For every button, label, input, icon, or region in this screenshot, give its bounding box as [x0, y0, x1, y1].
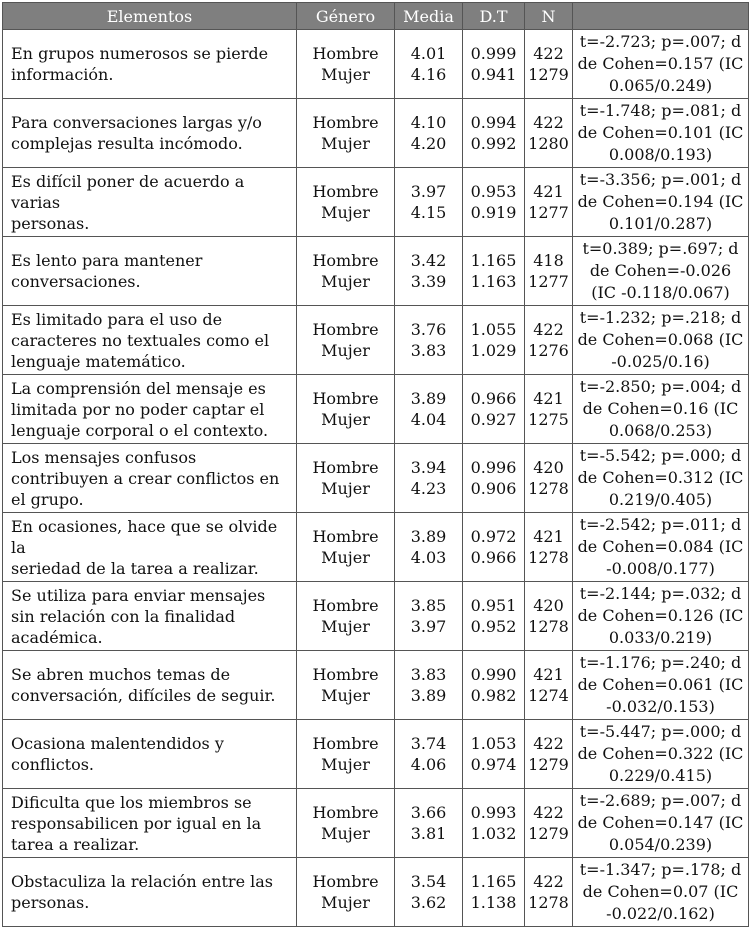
- stat-cell-line: -0.025/0.16): [611, 352, 710, 371]
- stat-cell: [573, 306, 749, 375]
- media-cell: [395, 444, 463, 513]
- item-cell-line: Dificulta que los miembros se: [11, 792, 252, 812]
- media-cell: [395, 30, 463, 99]
- gender-cell-line: Hombre: [312, 251, 379, 270]
- dt-cell-line: 1.165: [470, 872, 517, 891]
- table-row: [3, 513, 749, 582]
- stat-cell-line: t=-5.542; p=.000; d: [579, 446, 742, 465]
- item-cell-line: sin relación con la finalidad: [11, 606, 236, 626]
- stat-cell-line: de Cohen=0.101 (IC: [577, 123, 744, 142]
- header-elementos: Elementos: [3, 3, 297, 30]
- media-cell-line: 3.39: [410, 272, 447, 291]
- gender-cell: [297, 444, 395, 513]
- item-cell-line: Se utiliza para enviar mensajes: [11, 585, 266, 605]
- dt-cell-line: 0.994: [470, 113, 517, 132]
- stat-cell-line: 0.008/0.193): [608, 145, 713, 164]
- n-cell: [525, 444, 573, 513]
- n-cell-line: 1276: [528, 341, 569, 360]
- gender-cell: [297, 720, 395, 789]
- dt-cell-line: 0.941: [470, 65, 517, 84]
- item-cell: [3, 237, 297, 306]
- stat-cell-line: t=-5.447; p=.000; d: [579, 722, 742, 741]
- stat-cell-line: de Cohen=0.322 (IC: [577, 744, 744, 763]
- header-n: N: [525, 3, 573, 30]
- gender-cell-line: Mujer: [321, 548, 370, 567]
- stat-cell: [573, 720, 749, 789]
- media-cell-line: 4.03: [410, 548, 447, 567]
- item-cell: [3, 720, 297, 789]
- n-cell-line: 1278: [528, 479, 569, 498]
- stat-cell-line: de Cohen=0.194 (IC: [577, 192, 744, 211]
- table-row: [3, 168, 749, 237]
- item-cell: [3, 99, 297, 168]
- media-cell-line: 4.15: [410, 203, 447, 222]
- media-cell-line: 4.16: [410, 65, 447, 84]
- n-cell: [525, 168, 573, 237]
- item-cell-line: personas.: [11, 893, 90, 912]
- dt-cell-line: 0.953: [470, 182, 517, 201]
- media-cell-line: 3.81: [410, 824, 447, 843]
- n-cell-line: 1277: [528, 272, 569, 291]
- media-cell-line: 3.89: [410, 686, 447, 705]
- stat-cell-line: t=-2.542; p=.011; d: [579, 515, 742, 534]
- header-media: Media: [395, 3, 463, 30]
- gender-cell: [297, 306, 395, 375]
- stat-cell-line: t=-2.850; p=.004; d: [579, 377, 742, 396]
- media-cell-line: 4.06: [410, 755, 447, 774]
- stat-cell-line: 0.068/0.253): [608, 421, 713, 440]
- stat-cell-line: t=-1.347; p=.178; d: [579, 860, 742, 879]
- item-cell-line: Obstaculiza la relación entre las: [11, 872, 273, 891]
- item-cell-line: Los mensajes confusos: [11, 447, 197, 467]
- stat-cell: [573, 582, 749, 651]
- gender-cell-line: Hombre: [312, 872, 379, 891]
- stat-cell-line: (IC -0.118/0.067): [591, 283, 730, 302]
- media-cell-line: 3.62: [410, 893, 447, 912]
- n-cell-line: 418: [533, 251, 564, 270]
- stat-cell-line: 0.219/0.405): [608, 490, 713, 509]
- item-cell-line: responsabilicen por igual en la: [11, 813, 262, 833]
- item-cell-line: complejas resulta incómodo.: [11, 134, 243, 153]
- gender-cell-line: Mujer: [321, 479, 370, 498]
- gender-cell-line: Mujer: [321, 755, 370, 774]
- dt-cell-line: 1.165: [470, 251, 517, 270]
- stat-cell-line: t=-2.144; p=.032; d: [579, 584, 742, 603]
- gender-cell-line: Hombre: [312, 320, 379, 339]
- item-cell-line: contribuyen a crear conflictos en: [11, 468, 280, 488]
- n-cell-line: 421: [533, 665, 564, 684]
- item-cell-line: conversaciones.: [11, 272, 141, 291]
- gender-cell-line: Hombre: [312, 113, 379, 132]
- gender-cell-line: Hombre: [312, 734, 379, 753]
- n-cell-line: 421: [533, 389, 564, 408]
- stat-cell-line: t=-2.723; p=.007; d: [579, 32, 742, 51]
- gender-cell-line: Hombre: [312, 596, 379, 615]
- gender-cell-line: Mujer: [321, 203, 370, 222]
- n-cell-line: 422: [533, 44, 564, 63]
- stat-cell: [573, 513, 749, 582]
- gender-cell: [297, 651, 395, 720]
- stat-cell-line: 0.065/0.249): [608, 76, 713, 95]
- dt-cell: [463, 582, 525, 651]
- table-row: [3, 444, 749, 513]
- dt-cell-line: 1.163: [470, 272, 517, 291]
- dt-cell-line: 0.966: [470, 548, 517, 567]
- n-cell-line: 420: [533, 458, 564, 477]
- gender-cell: [297, 789, 395, 858]
- media-cell: [395, 513, 463, 582]
- item-cell-line: Se abren muchos temas de: [11, 665, 231, 684]
- dt-cell-line: 0.952: [470, 617, 517, 636]
- item-cell-line: La comprensión del mensaje es: [11, 378, 266, 398]
- gender-cell-line: Hombre: [312, 389, 379, 408]
- media-cell-line: 4.04: [410, 410, 447, 429]
- stat-cell-line: 0.101/0.287): [608, 214, 713, 233]
- item-cell-line: lenguaje matemático.: [11, 351, 186, 371]
- n-cell-line: 1280: [528, 134, 569, 153]
- header-stat: [573, 3, 749, 30]
- n-cell-line: 1279: [528, 65, 569, 84]
- n-cell: [525, 789, 573, 858]
- stat-cell: [573, 30, 749, 99]
- table-row: [3, 789, 749, 858]
- item-cell-line: tarea a realizar.: [11, 834, 140, 854]
- gender-cell: [297, 513, 395, 582]
- dt-cell: [463, 858, 525, 927]
- item-cell-line: personas.: [11, 213, 90, 233]
- media-cell: [395, 720, 463, 789]
- gender-cell: [297, 375, 395, 444]
- item-cell: [3, 513, 297, 582]
- table-row: [3, 375, 749, 444]
- media-cell: [395, 99, 463, 168]
- n-cell: [525, 306, 573, 375]
- media-cell-line: 3.94: [410, 458, 447, 477]
- n-cell-line: 1277: [528, 203, 569, 222]
- dt-cell: [463, 720, 525, 789]
- gender-cell-line: Hombre: [312, 44, 379, 63]
- gender-cell-line: Hombre: [312, 803, 379, 822]
- item-cell: [3, 444, 297, 513]
- item-cell-line: el grupo.: [11, 489, 84, 509]
- table-row: [3, 858, 749, 927]
- gender-cell-line: Mujer: [321, 686, 370, 705]
- item-cell-line: lenguaje corporal o el contexto.: [11, 420, 269, 440]
- stat-cell: [573, 858, 749, 927]
- item-cell-line: información.: [11, 65, 114, 84]
- dt-cell: [463, 444, 525, 513]
- media-cell-line: 3.74: [410, 734, 447, 753]
- dt-cell: [463, 651, 525, 720]
- stat-cell: [573, 375, 749, 444]
- media-cell: [395, 858, 463, 927]
- header-row: [3, 3, 749, 30]
- table-row: [3, 651, 749, 720]
- item-cell-line: Es difícil poner de acuerdo a varias: [11, 171, 245, 212]
- dt-cell-line: 0.927: [470, 410, 517, 429]
- stat-cell: [573, 237, 749, 306]
- media-cell-line: 3.89: [410, 527, 447, 546]
- gender-cell: [297, 858, 395, 927]
- item-cell-line: caracteres no textuales como el: [11, 330, 270, 350]
- stat-cell-line: t=-1.748; p=.081; d: [579, 101, 742, 120]
- item-cell-line: En grupos numerosos se pierde: [11, 44, 269, 63]
- stat-cell-line: t=-2.689; p=.007; d: [579, 791, 742, 810]
- stat-cell-line: de Cohen=0.157 (IC: [577, 54, 744, 73]
- media-cell-line: 4.23: [410, 479, 447, 498]
- dt-cell-line: 1.053: [470, 734, 517, 753]
- gender-cell-line: Hombre: [312, 665, 379, 684]
- stat-cell-line: t=-3.356; p=.001; d: [579, 170, 742, 189]
- stat-cell-line: 0.033/0.219): [608, 628, 713, 647]
- n-cell-line: 1279: [528, 755, 569, 774]
- media-cell-line: 3.42: [410, 251, 447, 270]
- media-cell-line: 3.83: [410, 341, 447, 360]
- dt-cell-line: 0.974: [470, 755, 517, 774]
- item-cell: [3, 582, 297, 651]
- dt-cell: [463, 30, 525, 99]
- item-cell: [3, 858, 297, 927]
- n-cell: [525, 582, 573, 651]
- media-cell: [395, 651, 463, 720]
- media-cell-line: 4.10: [410, 113, 447, 132]
- gender-cell-line: Mujer: [321, 893, 370, 912]
- item-cell: [3, 168, 297, 237]
- stat-cell-line: de Cohen=0.147 (IC: [577, 813, 744, 832]
- stat-cell: [573, 99, 749, 168]
- item-cell-line: Ocasiona malentendidos y: [11, 734, 224, 753]
- table-row: [3, 720, 749, 789]
- table-body: [3, 30, 749, 927]
- media-cell-line: 4.20: [410, 134, 447, 153]
- n-cell: [525, 375, 573, 444]
- dt-cell: [463, 99, 525, 168]
- media-cell-line: 3.89: [410, 389, 447, 408]
- dt-cell-line: 1.055: [470, 320, 517, 339]
- media-cell: [395, 375, 463, 444]
- dt-cell: [463, 237, 525, 306]
- item-cell: [3, 306, 297, 375]
- gender-cell: [297, 582, 395, 651]
- item-cell-line: En ocasiones, hace que se olvide la: [11, 516, 278, 557]
- table-row: [3, 30, 749, 99]
- n-cell-line: 1278: [528, 548, 569, 567]
- stat-cell-line: -0.008/0.177): [606, 559, 715, 578]
- media-cell: [395, 582, 463, 651]
- gender-cell-line: Hombre: [312, 527, 379, 546]
- item-cell-line: conversación, difíciles de seguir.: [11, 686, 276, 705]
- media-cell-line: 3.97: [410, 617, 447, 636]
- stat-cell-line: 0.054/0.239): [608, 835, 713, 854]
- gender-cell-line: Mujer: [321, 617, 370, 636]
- gender-cell-line: Mujer: [321, 272, 370, 291]
- stat-cell-line: de Cohen=0.312 (IC: [577, 468, 744, 487]
- stat-cell-line: t=-1.232; p=.218; d: [579, 308, 742, 327]
- stat-cell-line: t=0.389; p=.697; d: [582, 239, 739, 258]
- table-row: [3, 237, 749, 306]
- n-cell-line: 421: [533, 182, 564, 201]
- table-row: [3, 582, 749, 651]
- n-cell: [525, 237, 573, 306]
- n-cell-line: 422: [533, 320, 564, 339]
- item-cell-line: limitada por no poder captar el: [11, 399, 265, 419]
- n-cell: [525, 513, 573, 582]
- n-cell-line: 422: [533, 872, 564, 891]
- dt-cell-line: 0.919: [470, 203, 517, 222]
- table-row: [3, 306, 749, 375]
- media-cell: [395, 168, 463, 237]
- stat-cell-line: de Cohen=0.061 (IC: [577, 675, 744, 694]
- dt-cell-line: 0.982: [470, 686, 517, 705]
- gender-cell: [297, 237, 395, 306]
- stat-cell: [573, 168, 749, 237]
- item-cell: [3, 789, 297, 858]
- gender-cell: [297, 99, 395, 168]
- media-cell-line: 3.66: [410, 803, 447, 822]
- media-cell: [395, 306, 463, 375]
- dt-cell: [463, 168, 525, 237]
- stat-cell-line: de Cohen=0.068 (IC: [577, 330, 744, 349]
- item-cell: [3, 375, 297, 444]
- n-cell-line: 422: [533, 803, 564, 822]
- item-cell-line: Es lento para mantener: [11, 251, 203, 270]
- n-cell-line: 420: [533, 596, 564, 615]
- gender-cell-line: Mujer: [321, 65, 370, 84]
- stat-cell: [573, 444, 749, 513]
- media-cell: [395, 789, 463, 858]
- dt-cell: [463, 789, 525, 858]
- dt-cell: [463, 375, 525, 444]
- dt-cell-line: 0.906: [470, 479, 517, 498]
- item-cell-line: académica.: [11, 627, 103, 647]
- dt-cell: [463, 306, 525, 375]
- n-cell-line: 1278: [528, 893, 569, 912]
- results-table: [2, 2, 749, 927]
- stat-cell-line: t=-1.176; p=.240; d: [579, 653, 742, 672]
- n-cell: [525, 858, 573, 927]
- n-cell-line: 1279: [528, 824, 569, 843]
- stat-cell-line: -0.022/0.162): [606, 904, 715, 923]
- gender-cell-line: Hombre: [312, 458, 379, 477]
- stat-cell-line: de Cohen=0.084 (IC: [577, 537, 744, 556]
- n-cell-line: 422: [533, 113, 564, 132]
- item-cell: [3, 651, 297, 720]
- media-cell-line: 3.97: [410, 182, 447, 201]
- stat-cell: [573, 789, 749, 858]
- dt-cell-line: 0.996: [470, 458, 517, 477]
- n-cell: [525, 30, 573, 99]
- dt-cell-line: 0.990: [470, 665, 517, 684]
- header-genero: Género: [297, 3, 395, 30]
- stat-cell-line: de Cohen=-0.026: [589, 261, 732, 280]
- stat-cell-line: 0.229/0.415): [608, 766, 713, 785]
- media-cell: [395, 237, 463, 306]
- n-cell: [525, 651, 573, 720]
- dt-cell-line: 1.138: [470, 893, 517, 912]
- n-cell: [525, 720, 573, 789]
- media-cell-line: 4.01: [410, 44, 447, 63]
- stat-cell-line: de Cohen=0.16 (IC: [582, 399, 739, 418]
- item-cell-line: conflictos.: [11, 755, 95, 774]
- dt-cell-line: 0.999: [470, 44, 517, 63]
- n-cell-line: 422: [533, 734, 564, 753]
- gender-cell-line: Mujer: [321, 824, 370, 843]
- item-cell-line: seriedad de la tarea a realizar.: [11, 558, 259, 578]
- gender-cell: [297, 168, 395, 237]
- item-cell: [3, 30, 297, 99]
- dt-cell: [463, 513, 525, 582]
- header-dt: D.T: [463, 3, 525, 30]
- n-cell: [525, 99, 573, 168]
- n-cell-line: 421: [533, 527, 564, 546]
- item-cell-line: Es limitado para el uso de: [11, 309, 223, 329]
- dt-cell-line: 0.992: [470, 134, 517, 153]
- media-cell-line: 3.85: [410, 596, 447, 615]
- dt-cell-line: 1.032: [470, 824, 517, 843]
- table-row: [3, 99, 749, 168]
- gender-cell-line: Mujer: [321, 410, 370, 429]
- item-cell-line: Para conversaciones largas y/o: [11, 113, 262, 132]
- n-cell-line: 1274: [528, 686, 569, 705]
- dt-cell-line: 0.951: [470, 596, 517, 615]
- stat-cell-line: -0.032/0.153): [606, 697, 715, 716]
- stat-cell: [573, 651, 749, 720]
- media-cell-line: 3.83: [410, 665, 447, 684]
- gender-cell: [297, 30, 395, 99]
- gender-cell-line: Hombre: [312, 182, 379, 201]
- media-cell-line: 3.76: [410, 320, 447, 339]
- dt-cell-line: 0.972: [470, 527, 517, 546]
- stat-cell-line: de Cohen=0.07 (IC: [582, 882, 739, 901]
- gender-cell-line: Mujer: [321, 134, 370, 153]
- dt-cell-line: 1.029: [470, 341, 517, 360]
- media-cell-line: 3.54: [410, 872, 447, 891]
- stat-cell-line: de Cohen=0.126 (IC: [577, 606, 744, 625]
- n-cell-line: 1278: [528, 617, 569, 636]
- n-cell-line: 1275: [528, 410, 569, 429]
- dt-cell-line: 0.993: [470, 803, 517, 822]
- dt-cell-line: 0.966: [470, 389, 517, 408]
- gender-cell-line: Mujer: [321, 341, 370, 360]
